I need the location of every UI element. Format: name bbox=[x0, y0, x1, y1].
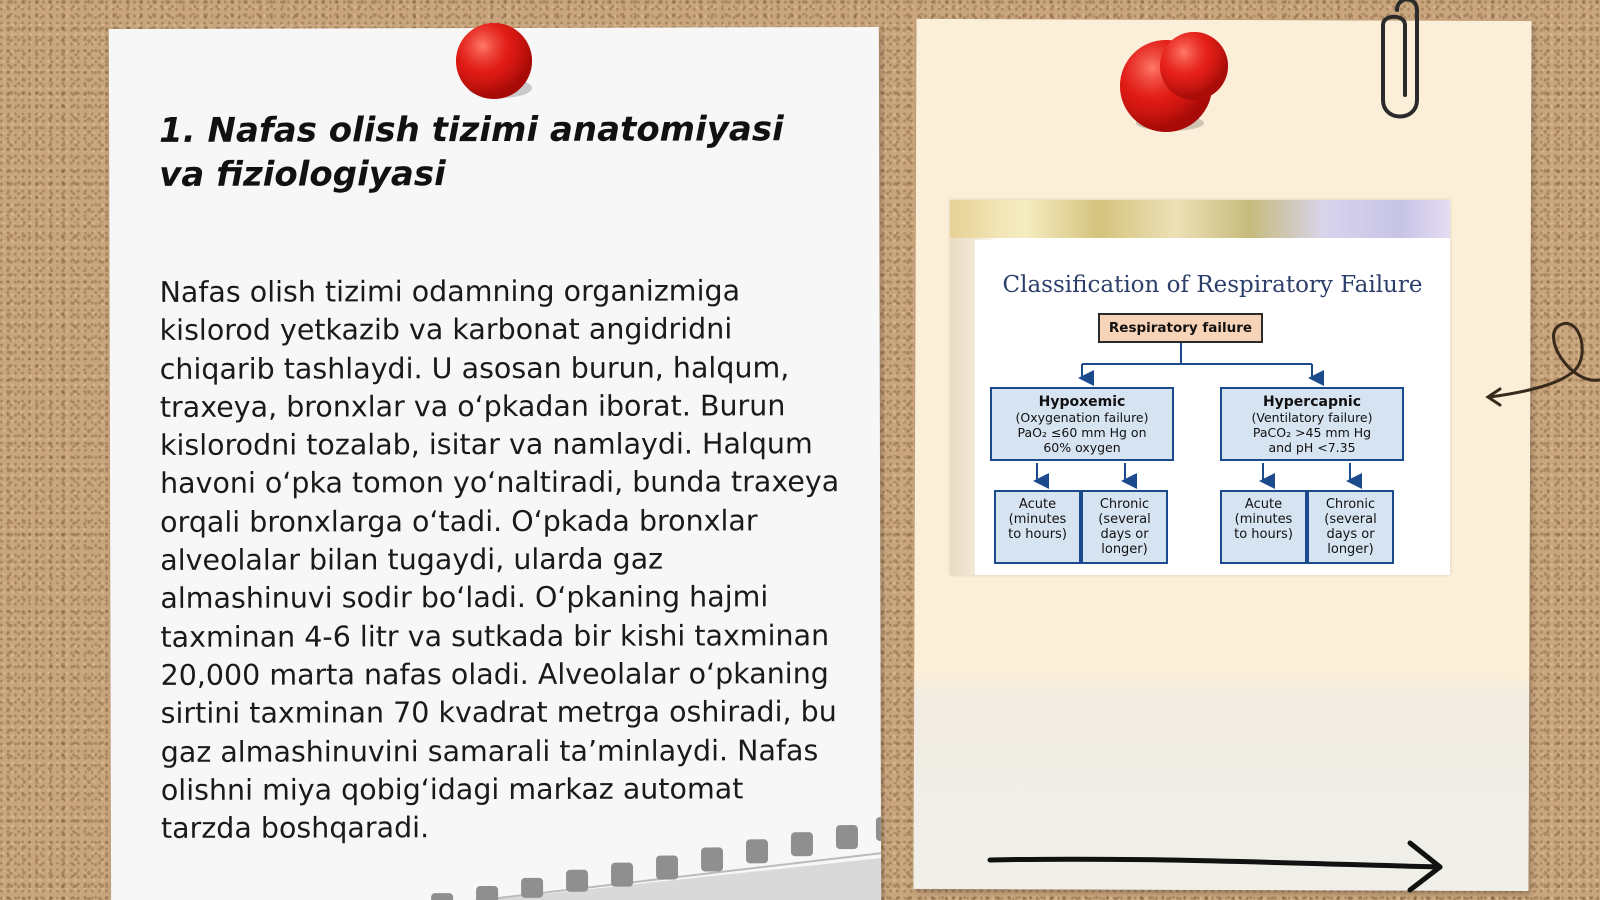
chronic-box-hypoxemic bbox=[1081, 490, 1168, 564]
acute-label: Acute bbox=[1244, 497, 1283, 512]
section-heading: 1. Nafas olish tizimi anatomiyasi va fiziologiyasi bbox=[159, 109, 784, 195]
push-pin-icon-right bbox=[1118, 28, 1238, 138]
long-arrow-icon bbox=[985, 835, 1455, 895]
hypoxemic-line3: 60% oxygen bbox=[1043, 440, 1121, 455]
chronic-line3: days or bbox=[1100, 527, 1149, 542]
acute-line3: to hours) bbox=[1008, 527, 1067, 542]
chronic-line4: longer) bbox=[1101, 542, 1148, 557]
hypercapnic-line3: and pH <7.35 bbox=[1268, 440, 1356, 455]
acute-box-hypercapnic bbox=[1220, 490, 1307, 564]
chronic-line2: (several bbox=[1324, 512, 1377, 527]
body-paragraph: Nafas olish tizimi odamning organizmiga kislorod yetkazib va karbonat angidridni chiqarib tashlaydi. U asosan burun, halqum, traxeya, bronxlar va o‘pkadan iborat. Burun kislorodni tozalab, isitar va namlaydi. Halqum havoni o‘pka tomon yo‘naltiradi, bunda traxeya orqali bronxlarga o‘tadi. O‘pkada bronxlar alveolalar bilan tugaydi, ularda gaz almashinuvi sodir bo‘ladi. O‘pkaning hajmi taxminan 4-6 litr va sutkada bir kishi taxminan 20,000 marta nafas oladi. Alveolalar o‘pkaning sirtini taxminan 70 kvadrat metrga oshiradi, bu gaz almashinuvini samarali ta’minlaydi. Nafas olishni miya qobig‘idagi markaz automat tarzda boshqaradi. bbox=[159, 274, 840, 846]
curly-arrow-icon bbox=[1480, 315, 1600, 410]
hypoxemic-line2: PaO₂ ≤60 mm Hg on bbox=[1017, 425, 1147, 440]
acute-label: Acute bbox=[1018, 497, 1057, 512]
root-box: Respiratory failure bbox=[1098, 313, 1263, 343]
left-note-card bbox=[109, 27, 881, 900]
hypercapnic-box bbox=[1220, 387, 1404, 461]
acute-line3: to hours) bbox=[1234, 527, 1293, 542]
hypoxemic-line1: (Oxygenation failure) bbox=[1015, 410, 1149, 425]
chronic-label: Chronic bbox=[1325, 497, 1376, 512]
hypercapnic-line2: PaCO₂ >45 mm Hg bbox=[1252, 425, 1372, 440]
respiratory-failure-diagram bbox=[950, 200, 1450, 575]
hypercapnic-line1: (Ventilatory failure) bbox=[1251, 410, 1373, 425]
hypoxemic-box bbox=[990, 387, 1174, 461]
acute-line2: (minutes bbox=[1234, 512, 1293, 527]
push-pin-icon bbox=[450, 18, 540, 108]
acute-line2: (minutes bbox=[1008, 512, 1067, 527]
chronic-label: Chronic bbox=[1099, 497, 1150, 512]
chronic-line4: longer) bbox=[1327, 542, 1374, 557]
torn-paper-edge bbox=[411, 797, 881, 900]
hypercapnic-title: Hypercapnic bbox=[1262, 394, 1362, 410]
diagram-canvas bbox=[975, 240, 1450, 575]
paperclip-icon bbox=[1375, 0, 1425, 125]
diagram-title: Classification of Respiratory Failure bbox=[1002, 272, 1423, 298]
acute-box-hypoxemic bbox=[994, 490, 1081, 564]
diagram-banner bbox=[950, 200, 1450, 238]
chronic-line3: days or bbox=[1326, 527, 1375, 542]
hypoxemic-title: Hypoxemic bbox=[1038, 394, 1126, 410]
chronic-box-hypercapnic bbox=[1307, 490, 1394, 564]
chronic-line2: (several bbox=[1098, 512, 1151, 527]
